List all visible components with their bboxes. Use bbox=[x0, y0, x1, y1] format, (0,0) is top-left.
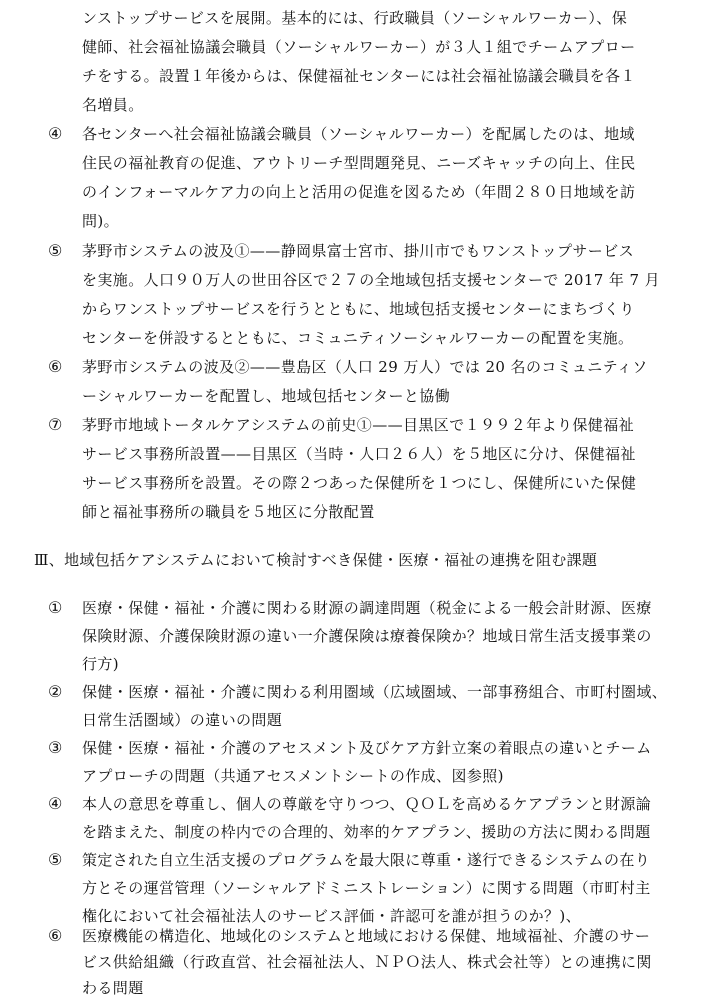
text-line: 行方) bbox=[82, 655, 120, 673]
text-line: 茅野市地域トータルケアシステムの前史①——目黒区で１９９２年より保健福祉 bbox=[82, 416, 635, 434]
text-line: 問)。 bbox=[82, 212, 120, 230]
text-line: 住民の福祉教育の促進、アウトリーチ型問題発見、ニーズキャッチの向上、住民 bbox=[82, 154, 636, 172]
text-line: 茅野市システムの波及①——静岡県富士宮市、掛川市でもワンストップサービス bbox=[82, 242, 635, 260]
text-line: センターを併設するとともに、コミュニティソーシャルワーカーの配置を実施。 bbox=[82, 329, 634, 347]
item-number: ⑤ bbox=[48, 241, 63, 260]
section-heading: Ⅲ、地域包括ケアシステムにおいて検討すべき保健・医療・福祉の連携を阻む課題 bbox=[34, 551, 598, 569]
text-line: 名増員。 bbox=[82, 96, 144, 114]
text-line: 策定された自立生活支援のプログラムを最大限に尊重・遂行できるシステムの在り bbox=[82, 851, 651, 869]
item-number: ⑦ bbox=[48, 415, 63, 434]
item-number: ③ bbox=[48, 738, 63, 757]
text-line: アプローチの問題（共通アセスメントシートの作成、図参照) bbox=[82, 767, 504, 785]
text-line: ビス供給組織（行政直営、社会福祉法人、ＮＰＯ法人、株式会社等）との連携に関 bbox=[82, 953, 652, 971]
text-line: からワンストップサービスを行うとともに、地域包括支援センターにまちづくり bbox=[82, 300, 635, 318]
item-number: ① bbox=[48, 598, 63, 617]
text-line: 保健・医療・福祉・介護に関わる利用圏域（広域圏域、一部事務組合、市町村圏域、 bbox=[82, 683, 668, 701]
text-line: チをする。設置１年後からは、保健福祉センターには社会福祉協議会職員を各１ bbox=[82, 67, 636, 85]
text-line: 健師、社会福祉協議会職員（ソーシャルワーカー）が３人１組でチームアプロー bbox=[82, 38, 636, 56]
text-line: のインフォーマルケア力の向上と活用の促進を図るため（年間２８０日地域を訪 bbox=[82, 183, 636, 201]
text-line: 日常生活圏域）の違いの問題 bbox=[82, 711, 283, 729]
item-number: ⑥ bbox=[48, 926, 63, 945]
text-line: 保健・医療・福祉・介護のアセスメント及びケア方針立案の着眼点の違いとチーム bbox=[82, 739, 652, 757]
item-number: ④ bbox=[48, 124, 63, 143]
text-line: 方とその運営管理（ソーシャルアドミニストレーション）に関する問題（市町村主 bbox=[82, 879, 651, 897]
text-line: サービス事務所設置——目黒区（当時・人口２６人）を５地区に分け、保健福祉 bbox=[82, 445, 636, 463]
text-line: 師と福祉事務所の職員を５地区に分散配置 bbox=[82, 503, 375, 521]
text-line: ンストップサービスを展開。基本的には、行政職員（ソーシャルワーカー）、保 bbox=[82, 9, 628, 27]
item-number: ② bbox=[48, 682, 63, 701]
text-line: わる問題 bbox=[82, 979, 144, 997]
text-line: 医療・保健・福祉・介護に関わる財源の調達問題（税金による一般会計財源、医療 bbox=[82, 599, 652, 617]
text-line: 保険財源、介護保険財源の違い一介護保険は療養保険か？地域日常生活支援事業の bbox=[82, 627, 652, 645]
text-line: 本人の意思を尊重し、個人の尊厳を守りつつ、ＱＯＬを高めるケアプランと財源論 bbox=[82, 795, 652, 813]
text-line: 各センターへ社会福祉協議会職員（ソーシャルワーカー）を配属したのは、地域 bbox=[82, 125, 635, 143]
item-number: ⑤ bbox=[48, 850, 63, 869]
text-line: を踏まえた、制度の枠内での合理的、効率的ケアプラン、援助の方法に関わる問題 bbox=[82, 823, 651, 841]
text-line: 医療機能の構造化、地域化のシステムと地域における保健、地域福祉、介護のサー bbox=[82, 927, 651, 945]
text-line: サービス事務所を設置。その際２つあった保健所を１つにし、保健所にいた保健 bbox=[82, 474, 637, 492]
text-line: を実施。人口９０万人の世田谷区で２７の全地域包括支援センターで 2017 年 7 月 bbox=[82, 271, 660, 289]
text-line: 茅野市システムの波及②——豊島区（人口 29 万人）では 20 名のコミュニティソ bbox=[82, 358, 648, 376]
text-line: 権化において社会福祉法人のサービス評価・許認可を誰が担うのか？)、 bbox=[82, 907, 582, 925]
text-line: ーシャルワーカーを配置し、地域包括センターと協働 bbox=[82, 387, 451, 405]
item-number: ⑥ bbox=[48, 357, 63, 376]
item-number: ④ bbox=[48, 794, 63, 813]
